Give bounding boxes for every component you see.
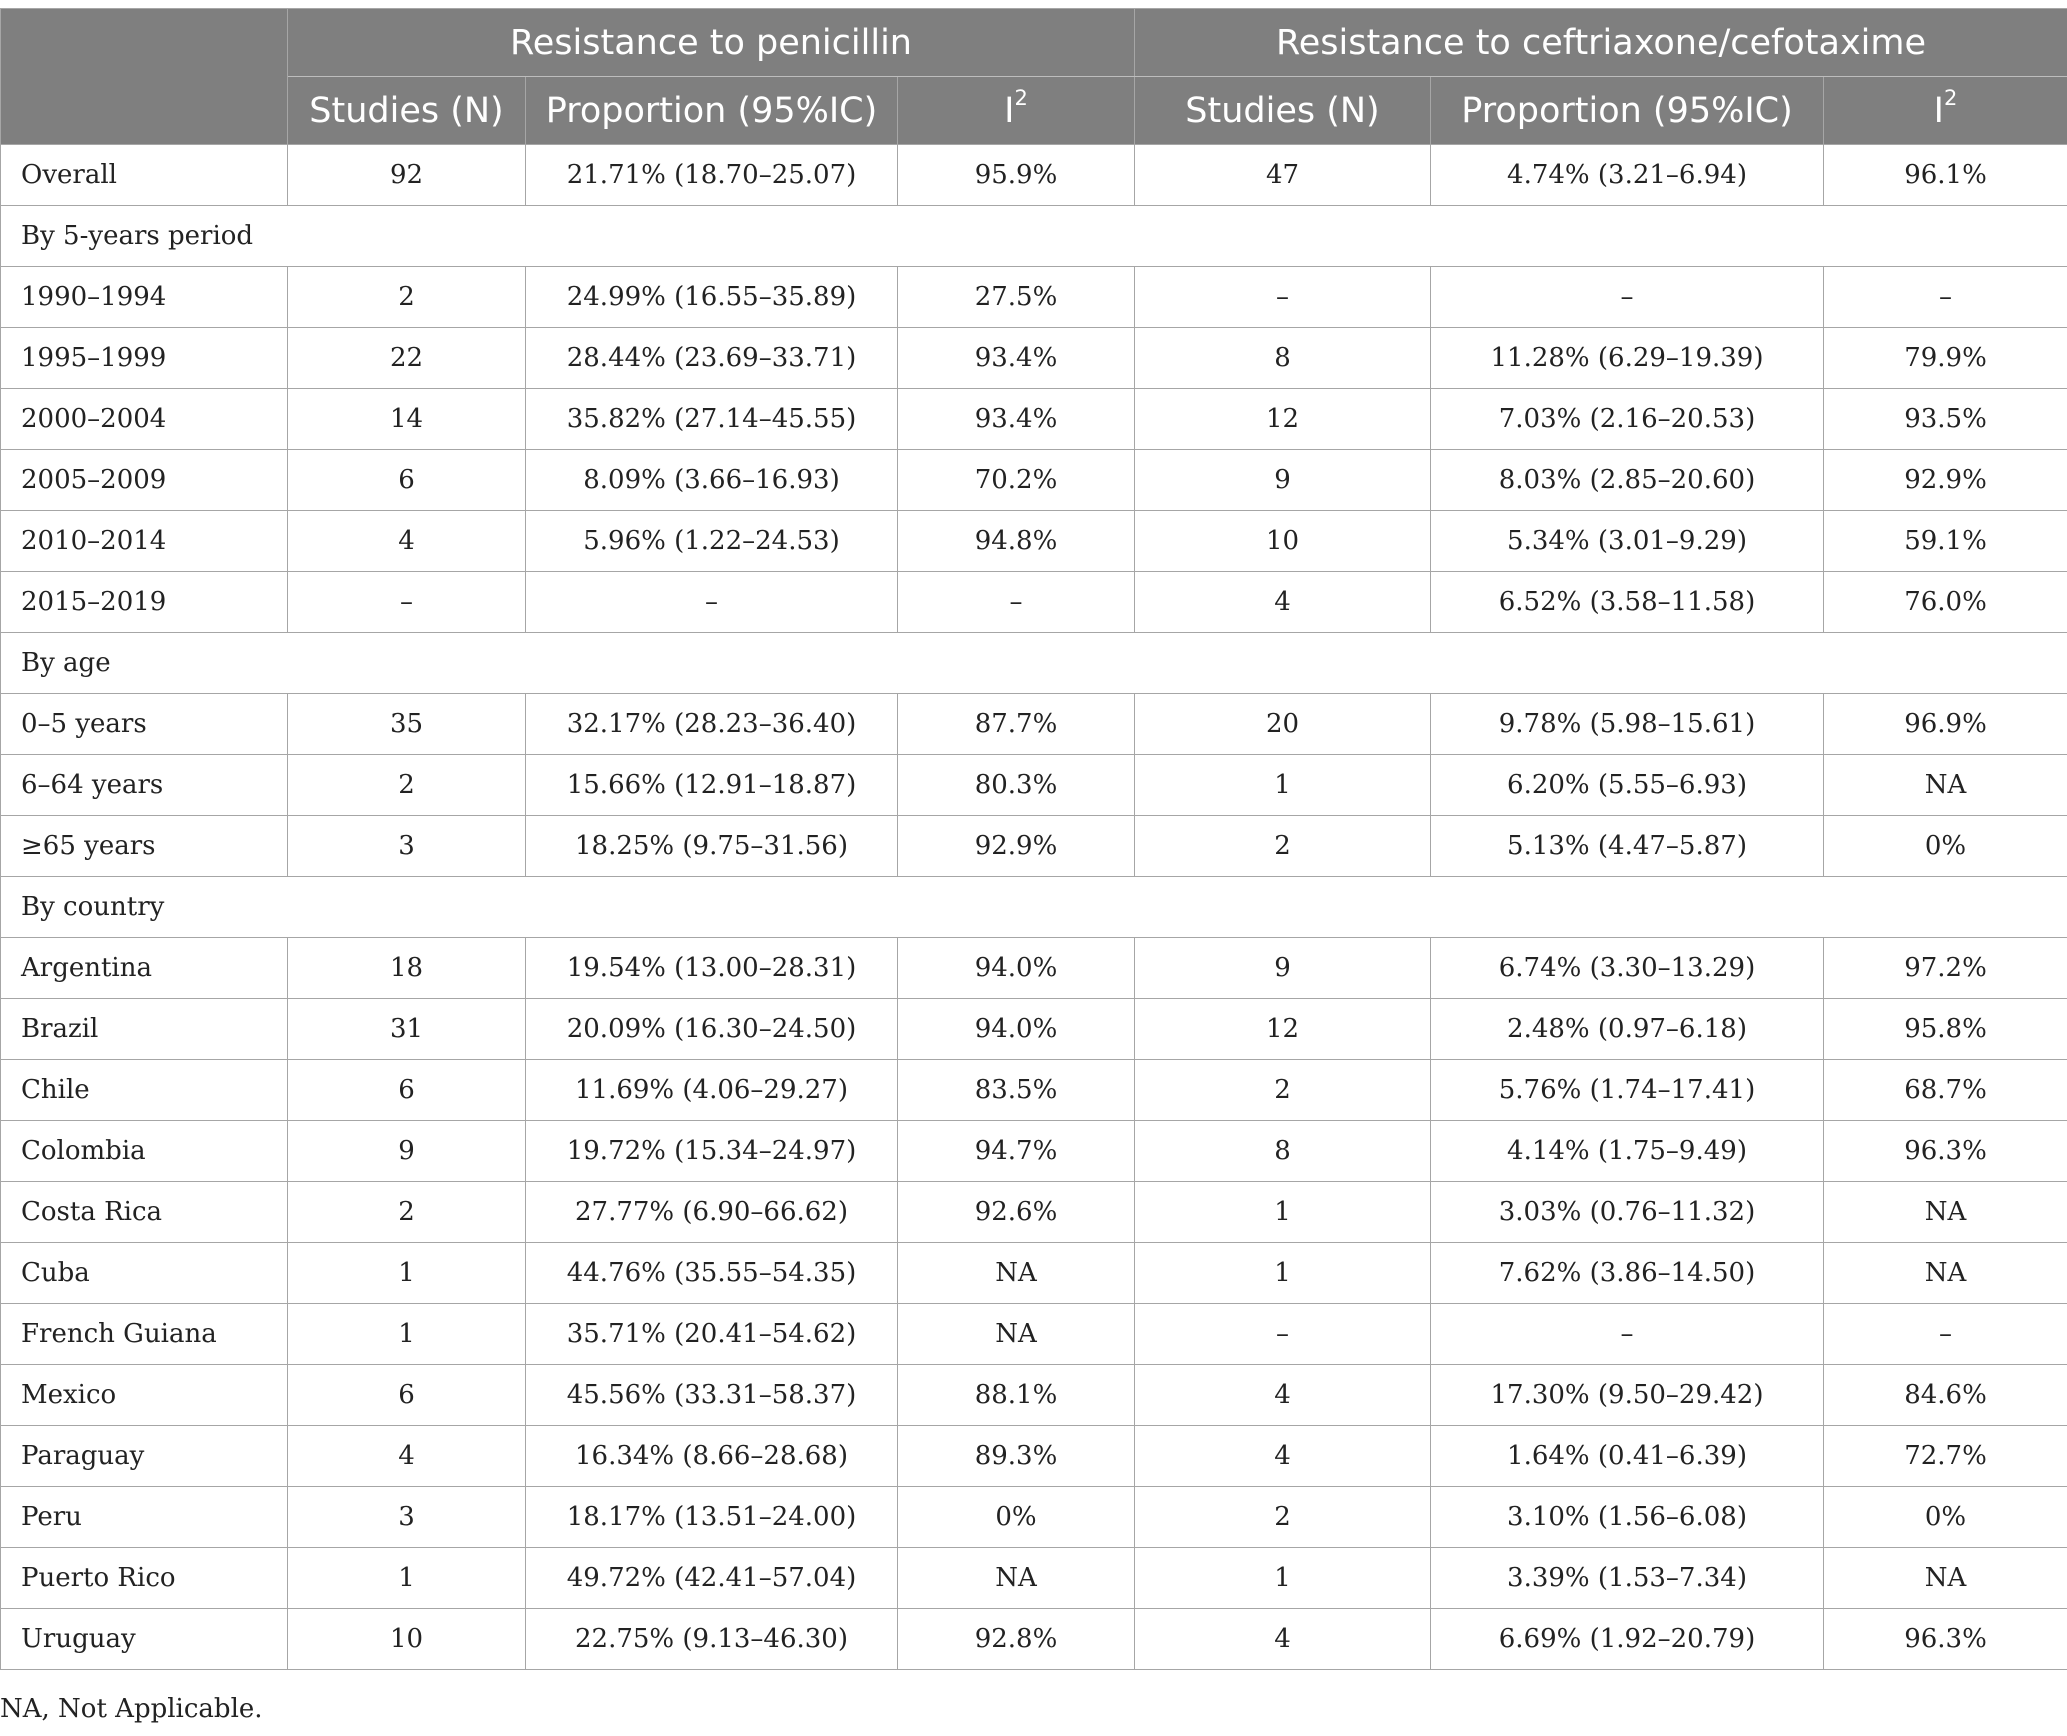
table-row xyxy=(1,389,2067,450)
cef-studies-cell: 4 xyxy=(1135,1426,1431,1487)
header-cef-proportion: Proportion (95%IC) xyxy=(1431,77,1824,145)
cef-studies-cell: 12 xyxy=(1135,999,1431,1060)
pen-i2-cell: 92.9% xyxy=(898,816,1135,877)
cef-proportion-cell: 4.74% (3.21–6.94) xyxy=(1431,145,1824,206)
table-row xyxy=(1,572,2067,633)
row-label: French Guiana xyxy=(1,1304,288,1365)
cef-studies-cell: 1 xyxy=(1135,755,1431,816)
pen-studies-cell: 18 xyxy=(288,938,526,999)
cef-proportion-cell: 2.48% (0.97–6.18) xyxy=(1431,999,1824,1060)
cef-proportion-cell: 6.69% (1.92–20.79) xyxy=(1431,1609,1824,1670)
pen-proportion-cell: 21.71% (18.70–25.07) xyxy=(526,145,898,206)
cef-studies-cell: 1 xyxy=(1135,1243,1431,1304)
pen-studies-cell: 14 xyxy=(288,389,526,450)
cef-proportion-cell: 3.10% (1.56–6.08) xyxy=(1431,1487,1824,1548)
row-label: Overall xyxy=(1,145,288,206)
cef-studies-cell: 8 xyxy=(1135,328,1431,389)
header-pen-proportion: Proportion (95%IC) xyxy=(526,77,898,145)
cef-i2-cell: 0% xyxy=(1824,1487,2067,1548)
cef-i2-cell: – xyxy=(1824,1304,2067,1365)
pen-studies-cell: 4 xyxy=(288,511,526,572)
pen-proportion-cell: 27.77% (6.90–66.62) xyxy=(526,1182,898,1243)
pen-i2-cell: NA xyxy=(898,1243,1135,1304)
row-label: Paraguay xyxy=(1,1426,288,1487)
cef-studies-cell: 4 xyxy=(1135,572,1431,633)
cef-studies-cell: 8 xyxy=(1135,1121,1431,1182)
cef-proportion-cell: 5.34% (3.01–9.29) xyxy=(1431,511,1824,572)
cef-studies-cell: 4 xyxy=(1135,1365,1431,1426)
pen-studies-cell: 31 xyxy=(288,999,526,1060)
pen-studies-cell: 6 xyxy=(288,450,526,511)
table-row xyxy=(1,145,2067,206)
section-label: By 5-years period xyxy=(1,206,2067,267)
cef-proportion-cell: 6.74% (3.30–13.29) xyxy=(1431,938,1824,999)
cef-i2-cell: NA xyxy=(1824,1182,2067,1243)
pen-studies-cell: 1 xyxy=(288,1243,526,1304)
pen-studies-cell: 1 xyxy=(288,1548,526,1609)
pen-i2-cell: 87.7% xyxy=(898,694,1135,755)
cef-i2-cell: 59.1% xyxy=(1824,511,2067,572)
pen-i2-cell: 89.3% xyxy=(898,1426,1135,1487)
pen-studies-cell: 22 xyxy=(288,328,526,389)
section-row xyxy=(1,877,2067,938)
row-label: Brazil xyxy=(1,999,288,1060)
header-group-penicillin: Resistance to penicillin xyxy=(288,9,1135,77)
cef-i2-cell: – xyxy=(1824,267,2067,328)
cef-studies-cell: 9 xyxy=(1135,450,1431,511)
row-label: 2010–2014 xyxy=(1,511,288,572)
table-row xyxy=(1,1609,2067,1670)
pen-i2-cell: 95.9% xyxy=(898,145,1135,206)
resistance-table xyxy=(0,8,2067,1670)
pen-studies-cell: 1 xyxy=(288,1304,526,1365)
row-label: Peru xyxy=(1,1487,288,1548)
pen-proportion-cell: 18.17% (13.51–24.00) xyxy=(526,1487,898,1548)
cef-i2-cell: 96.3% xyxy=(1824,1121,2067,1182)
pen-proportion-cell: 28.44% (23.69–33.71) xyxy=(526,328,898,389)
pen-studies-cell: 35 xyxy=(288,694,526,755)
cef-i2-cell: 68.7% xyxy=(1824,1060,2067,1121)
cef-proportion-cell: 8.03% (2.85–20.60) xyxy=(1431,450,1824,511)
pen-proportion-cell: 19.54% (13.00–28.31) xyxy=(526,938,898,999)
table-row xyxy=(1,1365,2067,1426)
pen-i2-cell: 83.5% xyxy=(898,1060,1135,1121)
table-row xyxy=(1,938,2067,999)
row-label: Chile xyxy=(1,1060,288,1121)
row-label: 1995–1999 xyxy=(1,328,288,389)
row-label: ≥65 years xyxy=(1,816,288,877)
cef-studies-cell: 20 xyxy=(1135,694,1431,755)
pen-i2-cell: 94.7% xyxy=(898,1121,1135,1182)
row-label: Puerto Rico xyxy=(1,1548,288,1609)
section-label: By age xyxy=(1,633,2067,694)
header-group-ceftriaxone: Resistance to ceftriaxone/cefotaxime xyxy=(1135,9,2067,77)
pen-proportion-cell: 8.09% (3.66–16.93) xyxy=(526,450,898,511)
cef-proportion-cell: 7.03% (2.16–20.53) xyxy=(1431,389,1824,450)
cef-i2-cell: NA xyxy=(1824,1243,2067,1304)
cef-i2-cell: 95.8% xyxy=(1824,999,2067,1060)
table-footnote: NA, Not Applicable. xyxy=(0,1694,263,1724)
cef-proportion-cell: 5.76% (1.74–17.41) xyxy=(1431,1060,1824,1121)
pen-studies-cell: 2 xyxy=(288,1182,526,1243)
row-label: Cuba xyxy=(1,1243,288,1304)
pen-i2-cell: 27.5% xyxy=(898,267,1135,328)
pen-proportion-cell: 19.72% (15.34–24.97) xyxy=(526,1121,898,1182)
pen-i2-cell: 92.8% xyxy=(898,1609,1135,1670)
cef-proportion-cell: – xyxy=(1431,267,1824,328)
cef-studies-cell: 4 xyxy=(1135,1609,1431,1670)
cef-i2-cell: 72.7% xyxy=(1824,1426,2067,1487)
table-row xyxy=(1,1304,2067,1365)
table-row xyxy=(1,450,2067,511)
table-row xyxy=(1,1548,2067,1609)
pen-i2-cell: 94.0% xyxy=(898,999,1135,1060)
cef-proportion-cell: 17.30% (9.50–29.42) xyxy=(1431,1365,1824,1426)
cef-i2-cell: 84.6% xyxy=(1824,1365,2067,1426)
pen-proportion-cell: 35.82% (27.14–45.55) xyxy=(526,389,898,450)
cef-proportion-cell: 3.03% (0.76–11.32) xyxy=(1431,1182,1824,1243)
pen-studies-cell: 2 xyxy=(288,755,526,816)
pen-i2-cell: 94.0% xyxy=(898,938,1135,999)
pen-proportion-cell: 11.69% (4.06–29.27) xyxy=(526,1060,898,1121)
row-label: 2005–2009 xyxy=(1,450,288,511)
pen-proportion-cell: 20.09% (16.30–24.50) xyxy=(526,999,898,1060)
section-row xyxy=(1,633,2067,694)
pen-proportion-cell: 16.34% (8.66–28.68) xyxy=(526,1426,898,1487)
header-cef-i2 xyxy=(1824,77,2067,145)
pen-studies-cell: 10 xyxy=(288,1609,526,1670)
section-label: By country xyxy=(1,877,2067,938)
cef-studies-cell: 2 xyxy=(1135,1487,1431,1548)
pen-i2-cell: – xyxy=(898,572,1135,633)
cef-i2-cell: 79.9% xyxy=(1824,328,2067,389)
pen-studies-cell: 2 xyxy=(288,267,526,328)
table-row xyxy=(1,755,2067,816)
pen-proportion-cell: 44.76% (35.55–54.35) xyxy=(526,1243,898,1304)
pen-i2-cell: 93.4% xyxy=(898,389,1135,450)
row-label: 0–5 years xyxy=(1,694,288,755)
header-cef-i2-base: I xyxy=(1933,90,1944,131)
row-label: Uruguay xyxy=(1,1609,288,1670)
cef-proportion-cell: 11.28% (6.29–19.39) xyxy=(1431,328,1824,389)
table-body xyxy=(1,145,2067,1670)
pen-studies-cell: 9 xyxy=(288,1121,526,1182)
table-header xyxy=(1,9,2067,145)
table-row xyxy=(1,328,2067,389)
pen-i2-cell: 0% xyxy=(898,1487,1135,1548)
pen-i2-cell: 94.8% xyxy=(898,511,1135,572)
pen-studies-cell: 6 xyxy=(288,1060,526,1121)
row-label: 6–64 years xyxy=(1,755,288,816)
header-cef-studies: Studies (N) xyxy=(1135,77,1431,145)
pen-studies-cell: – xyxy=(288,572,526,633)
cef-i2-cell: 96.9% xyxy=(1824,694,2067,755)
cef-studies-cell: 47 xyxy=(1135,145,1431,206)
cef-studies-cell: 1 xyxy=(1135,1548,1431,1609)
row-label: Mexico xyxy=(1,1365,288,1426)
cef-proportion-cell: 1.64% (0.41–6.39) xyxy=(1431,1426,1824,1487)
pen-studies-cell: 6 xyxy=(288,1365,526,1426)
pen-proportion-cell: 22.75% (9.13–46.30) xyxy=(526,1609,898,1670)
cef-i2-cell: 92.9% xyxy=(1824,450,2067,511)
row-label: 2015–2019 xyxy=(1,572,288,633)
pen-studies-cell: 4 xyxy=(288,1426,526,1487)
cef-proportion-cell: 4.14% (1.75–9.49) xyxy=(1431,1121,1824,1182)
cef-studies-cell: 1 xyxy=(1135,1182,1431,1243)
table-row xyxy=(1,816,2067,877)
cef-i2-cell: 76.0% xyxy=(1824,572,2067,633)
pen-proportion-cell: 5.96% (1.22–24.53) xyxy=(526,511,898,572)
pen-proportion-cell: 45.56% (33.31–58.37) xyxy=(526,1365,898,1426)
pen-studies-cell: 92 xyxy=(288,145,526,206)
header-corner xyxy=(1,9,288,145)
row-label: Colombia xyxy=(1,1121,288,1182)
header-pen-i2-base: I xyxy=(1004,90,1015,131)
pen-studies-cell: 3 xyxy=(288,816,526,877)
table-row xyxy=(1,999,2067,1060)
table-row xyxy=(1,1182,2067,1243)
pen-proportion-cell: 24.99% (16.55–35.89) xyxy=(526,267,898,328)
pen-i2-cell: NA xyxy=(898,1304,1135,1365)
cef-i2-cell: 93.5% xyxy=(1824,389,2067,450)
cef-proportion-cell: 3.39% (1.53–7.34) xyxy=(1431,1548,1824,1609)
cef-studies-cell: 2 xyxy=(1135,816,1431,877)
pen-i2-cell: 88.1% xyxy=(898,1365,1135,1426)
cef-proportion-cell: 6.52% (3.58–11.58) xyxy=(1431,572,1824,633)
pen-proportion-cell: 35.71% (20.41–54.62) xyxy=(526,1304,898,1365)
pen-studies-cell: 3 xyxy=(288,1487,526,1548)
cef-i2-cell: NA xyxy=(1824,1548,2067,1609)
cef-studies-cell: – xyxy=(1135,267,1431,328)
cef-proportion-cell: 7.62% (3.86–14.50) xyxy=(1431,1243,1824,1304)
pen-proportion-cell: 15.66% (12.91–18.87) xyxy=(526,755,898,816)
row-label: Argentina xyxy=(1,938,288,999)
cef-i2-cell: 96.1% xyxy=(1824,145,2067,206)
table-row xyxy=(1,1426,2067,1487)
pen-i2-cell: 93.4% xyxy=(898,328,1135,389)
pen-i2-cell: NA xyxy=(898,1548,1135,1609)
pen-proportion-cell: 49.72% (42.41–57.04) xyxy=(526,1548,898,1609)
cef-i2-cell: 97.2% xyxy=(1824,938,2067,999)
table-row xyxy=(1,694,2067,755)
table-row xyxy=(1,1243,2067,1304)
row-label: 1990–1994 xyxy=(1,267,288,328)
table-row xyxy=(1,1487,2067,1548)
pen-proportion-cell: – xyxy=(526,572,898,633)
table-row xyxy=(1,511,2067,572)
pen-proportion-cell: 18.25% (9.75–31.56) xyxy=(526,816,898,877)
cef-proportion-cell: 5.13% (4.47–5.87) xyxy=(1431,816,1824,877)
cef-i2-cell: NA xyxy=(1824,755,2067,816)
table-row xyxy=(1,1060,2067,1121)
cef-studies-cell: 12 xyxy=(1135,389,1431,450)
pen-proportion-cell: 32.17% (28.23–36.40) xyxy=(526,694,898,755)
header-cef-i2-sup: 2 xyxy=(1943,85,1958,110)
row-label: 2000–2004 xyxy=(1,389,288,450)
pen-i2-cell: 80.3% xyxy=(898,755,1135,816)
cef-studies-cell: 9 xyxy=(1135,938,1431,999)
table-row xyxy=(1,1121,2067,1182)
row-label: Costa Rica xyxy=(1,1182,288,1243)
cef-studies-cell: 10 xyxy=(1135,511,1431,572)
pen-i2-cell: 92.6% xyxy=(898,1182,1135,1243)
pen-i2-cell: 70.2% xyxy=(898,450,1135,511)
table-row xyxy=(1,267,2067,328)
header-pen-i2 xyxy=(898,77,1135,145)
cef-proportion-cell: 6.20% (5.55–6.93) xyxy=(1431,755,1824,816)
cef-proportion-cell: 9.78% (5.98–15.61) xyxy=(1431,694,1824,755)
cef-studies-cell: 2 xyxy=(1135,1060,1431,1121)
section-row xyxy=(1,206,2067,267)
cef-studies-cell: – xyxy=(1135,1304,1431,1365)
cef-i2-cell: 0% xyxy=(1824,816,2067,877)
header-pen-i2-sup: 2 xyxy=(1014,85,1028,110)
header-pen-studies: Studies (N) xyxy=(288,77,526,145)
cef-proportion-cell: – xyxy=(1431,1304,1824,1365)
cef-i2-cell: 96.3% xyxy=(1824,1609,2067,1670)
